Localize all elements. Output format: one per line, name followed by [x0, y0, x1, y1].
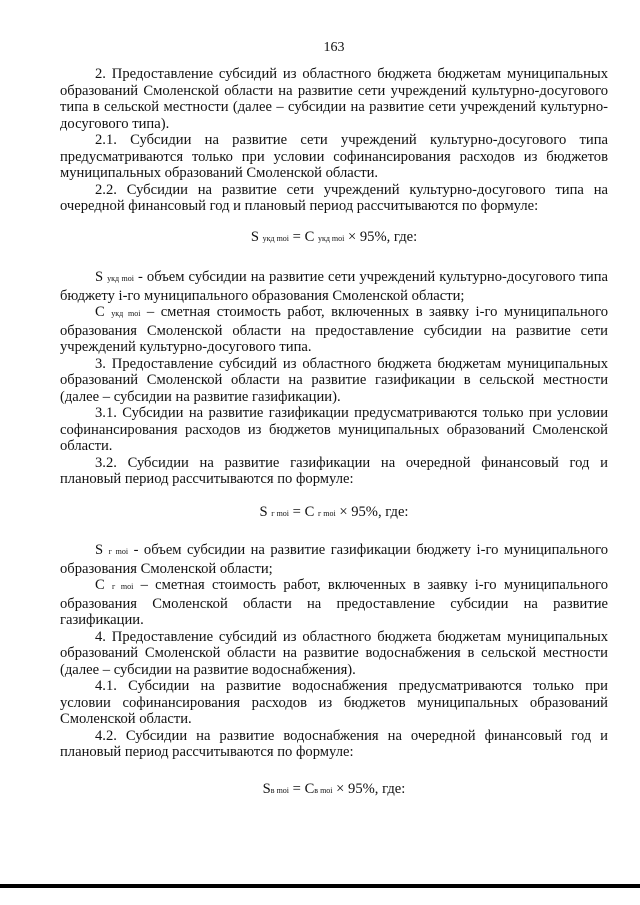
paragraph-2: 2. Предоставление субсидий из областного бюджета бюджетам муниципальных образований Смоленской области на развитие сети учреждений культурно-досугового типа в сельской местности (далее – субсидии на развитие сети учреждений культурно-досугового типа). — [60, 66, 608, 132]
paragraph-4-1: 4.1. Субсидии на развитие водоснабжения предусматриваются только при условии софинансирования расходов из бюджетов муниципальных образований Смоленской области. — [60, 678, 608, 727]
formula-tail: × 95%, где: — [344, 228, 418, 245]
page-number: 163 — [323, 40, 345, 55]
paragraph-2-2: 2.2. Субсидии на развитие сети учреждений культурно-досугового типа на очередной финансовый год и плановый период рассчитываются по формуле: — [60, 181, 608, 214]
formula-rhs-subscript: в moi — [314, 785, 333, 795]
definition-subscript: укд moi — [111, 309, 141, 318]
formula-lhs-symbol: S — [262, 780, 271, 797]
formula-rhs-subscript: г moi — [317, 508, 336, 518]
formula-equals: = — [289, 780, 305, 797]
paragraph-2-1: 2.1. Субсидии на развитие сети учреждений культурно-досугового типа предусматриваются только при условии софинансирования расходов из бюджетов муниципальных образований Смоленской области. — [60, 132, 608, 181]
formula-tail: × 95%, где: — [332, 780, 406, 797]
definition-symbol: S — [95, 542, 104, 558]
definition-subscript: укд moi — [107, 274, 134, 283]
formula-rhs-symbol: С — [304, 503, 315, 520]
formula-lhs-subscript: укд moi — [262, 233, 290, 243]
formula-gas — [60, 504, 608, 523]
formula-lhs-symbol: S — [250, 228, 259, 245]
definition-text: - объем субсидии на развитие газификации бюджету i-го муниципального образования Смоленской области; — [60, 542, 608, 577]
document-body — [60, 66, 608, 799]
page-bottom-rule — [0, 884, 640, 888]
definition-s-culture — [60, 269, 608, 304]
definition-c-gas — [60, 577, 608, 629]
formula-rhs-symbol: С — [304, 228, 315, 245]
formula-lhs-subscript: г moi — [271, 508, 290, 518]
paragraph-3: 3. Предоставление субсидий из областного бюджета бюджетам муниципальных образований Смоленской области на развитие газификации в сельской местности (далее – субсидии на развитие газификации). — [60, 355, 608, 405]
formula-lhs-symbol: S — [259, 503, 268, 520]
definition-s-gas — [60, 542, 608, 577]
definition-subscript: г moi — [112, 582, 134, 591]
formula-rhs-symbol: С — [304, 780, 315, 797]
definition-subscript: г moi — [108, 547, 129, 556]
definition-text: – сметная стоимость работ, включенных в заявку i-го муниципального образования Смоленской области на предоставление субсидии на развитие сети учреждений культурно-досугового типа. — [60, 304, 609, 355]
paragraph-4: 4. Предоставление субсидий из областного бюджета бюджетам муниципальных образований Смоленской области на развитие водоснабжения в сельской местности (далее – субсидии на развитие водоснабжения). — [60, 628, 608, 678]
definition-text: – сметная стоимость работ, включенных в заявку i-го муниципального образования Смоленской области на предоставление субсидии на развитие газификации. — [60, 577, 608, 628]
definition-symbol: S — [95, 269, 104, 285]
definition-symbol: С — [95, 577, 105, 593]
formula-culture — [60, 229, 608, 248]
definition-text: - объем субсидии на развитие сети учреждений культурно-досугового типа бюджету i-го муниципального образования Смоленской области; — [60, 269, 608, 304]
formula-water — [60, 781, 608, 800]
formula-tail: × 95%, где: — [335, 503, 409, 520]
definition-symbol: С — [95, 304, 105, 320]
formula-equals: = — [289, 228, 305, 245]
formula-equals: = — [289, 503, 305, 520]
paragraph-3-2: 3.2. Субсидии на развитие газификации на очередной финансовый год и плановый период рассчитываются по формуле: — [60, 454, 608, 487]
definition-c-culture — [60, 304, 608, 356]
formula-lhs-subscript: в moi — [270, 785, 290, 795]
formula-rhs-subscript: укд moi — [317, 233, 345, 243]
paragraph-3-1: 3.1. Субсидии на развитие газификации предусматриваются только при условии софинансирования расходов из бюджетов муниципальных образований Смоленской области. — [60, 405, 608, 454]
paragraph-4-2: 4.2. Субсидии на развитие водоснабжения на очередной финансовый год и плановый период рассчитываются по формуле: — [60, 727, 608, 760]
